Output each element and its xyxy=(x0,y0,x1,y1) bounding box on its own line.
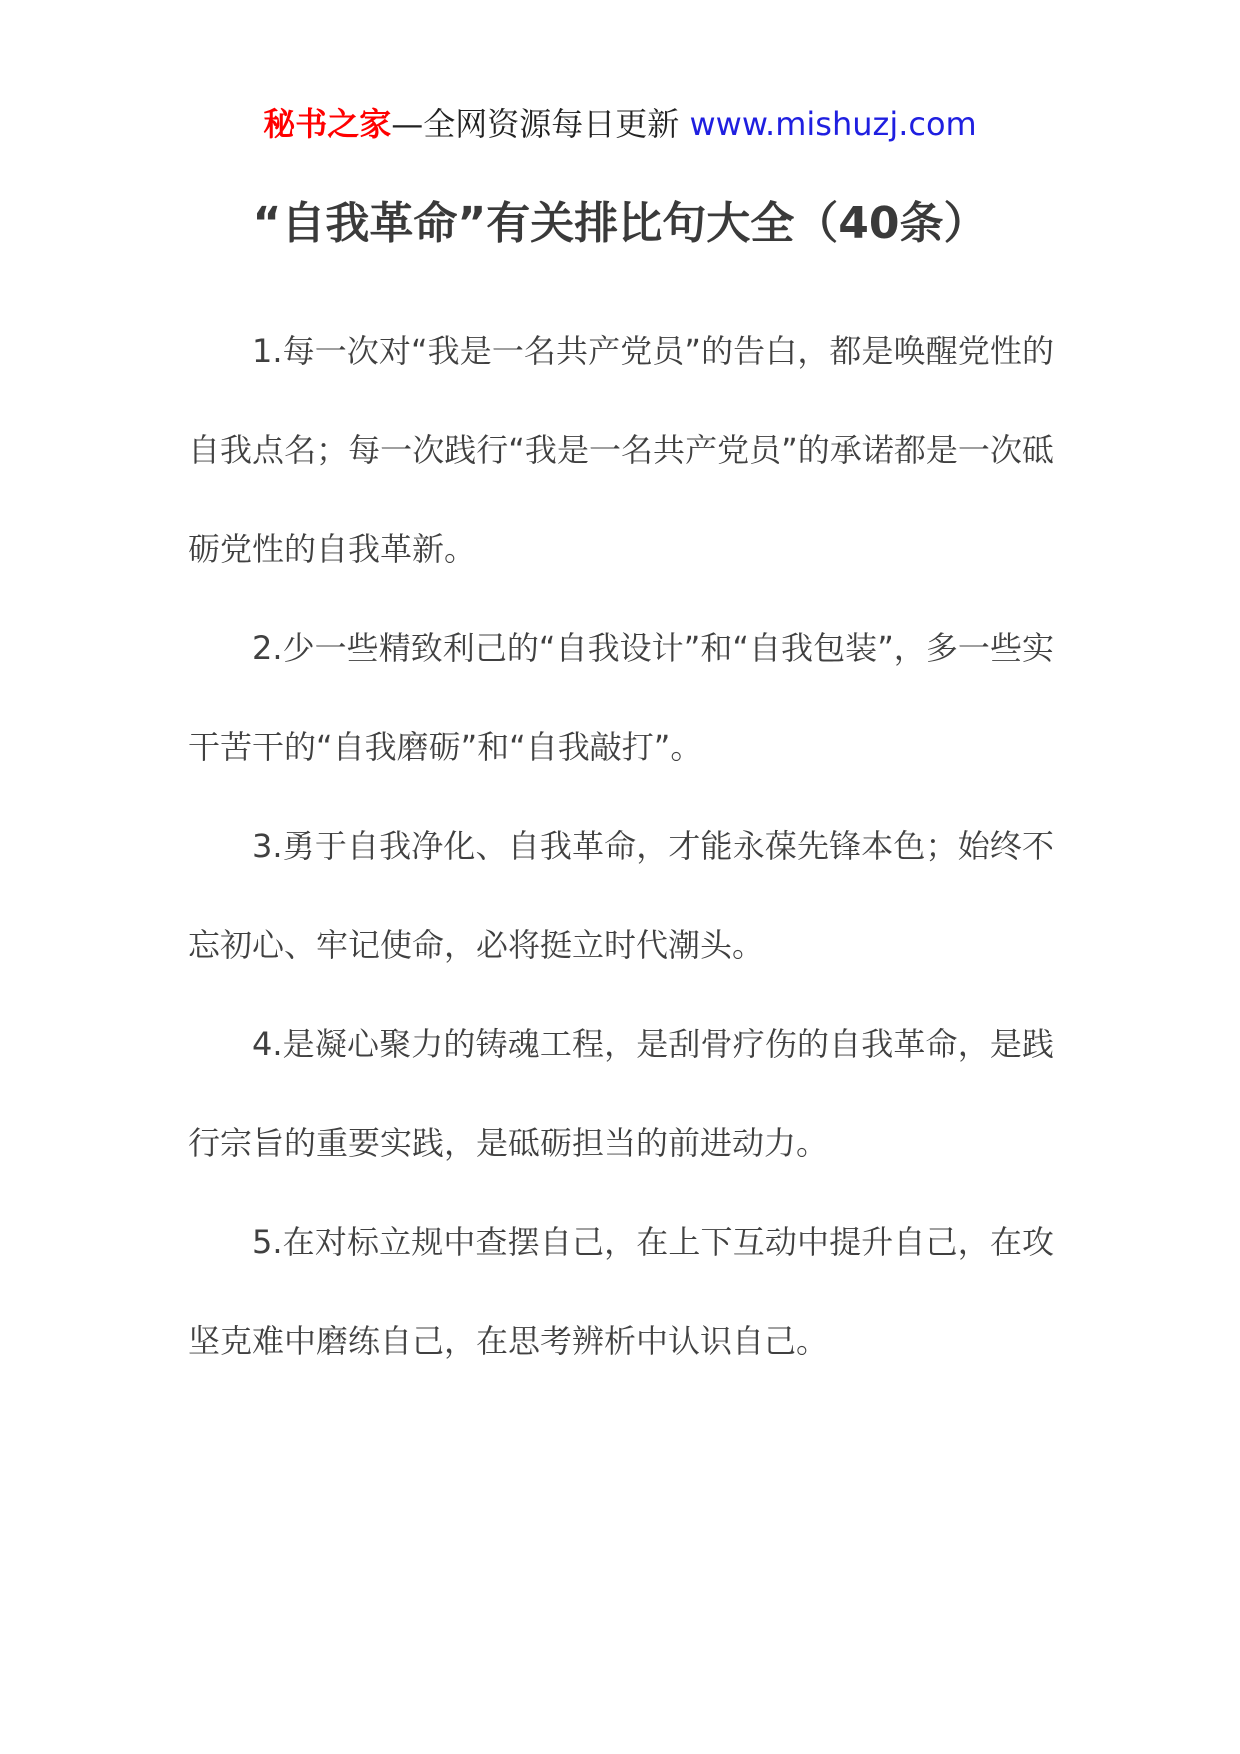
paragraph-5: 5.在对标立规中查摆自己，在上下互动中提升自己，在攻坚克难中磨练自己，在思考辨析中认识自己。 xyxy=(188,1223,1054,1360)
document-title: “自我革命”有关排比句大全（40条） xyxy=(252,198,988,249)
header-tagline: —全网资源每日更新 xyxy=(391,105,680,143)
site-url-link[interactable]: www.mishuzj.com xyxy=(689,105,977,143)
paragraph-4: 4.是凝心聚力的铸魂工程，是刮骨疗伤的自我革命，是践行宗旨的重要实践，是砥砺担当的前进动力。 xyxy=(188,1025,1054,1162)
paragraph-3: 3.勇于自我净化、自我革命，才能永葆先锋本色；始终不忘初心、牢记使命，必将挺立时代潮头。 xyxy=(188,827,1054,964)
document-body xyxy=(188,302,1054,1391)
paragraph-1: 1.每一次对“我是一名共产党员”的告白，都是唤醒党性的自我点名；每一次践行“我是一名共产党员”的承诺都是一次砥砺党性的自我革新。 xyxy=(188,332,1054,568)
paragraph-2: 2.少一些精致利己的“自我设计”和“自我包装”，多一些实干苦干的“自我磨砺”和“自我敲打”。 xyxy=(188,629,1054,766)
site-header xyxy=(0,100,1240,148)
brand-name: 秘书之家 xyxy=(263,105,392,143)
